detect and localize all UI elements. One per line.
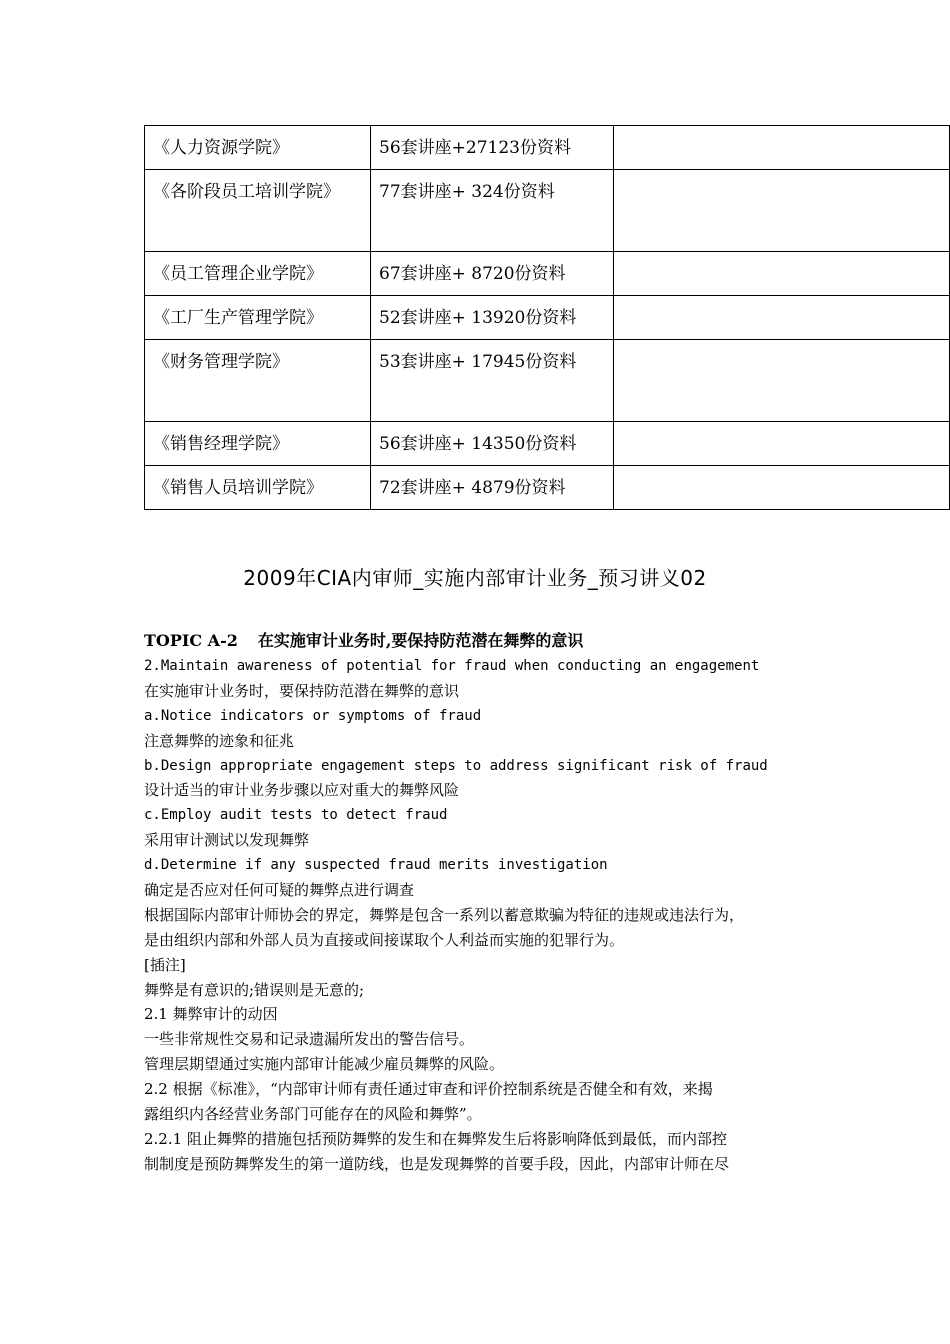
- empty-cell: [614, 466, 950, 510]
- table-row: [145, 126, 950, 170]
- body-line: a.Notice indicators or symptoms of fraud: [144, 707, 482, 724]
- college-name-cell: 《销售人员培训学院》: [145, 466, 371, 510]
- college-content-cell: 77套讲座+ 324份资料: [371, 170, 614, 252]
- resource-catalog-table: [144, 125, 950, 510]
- body-line: 管理层期望通过实施内部审计能减少雇员舞弊的风险。: [144, 1055, 505, 1074]
- body-line: 舞弊是有意识的;错误则是无意的;: [144, 980, 365, 999]
- body-line: 一些非常规性交易和记录遗漏所发出的警告信号。: [144, 1030, 475, 1049]
- table-row: [145, 340, 950, 422]
- empty-cell: [614, 422, 950, 466]
- body-line: c.Employ audit tests to detect fraud: [144, 807, 448, 824]
- body-line: 确定是否应对任何可疑的舞弊点进行调查: [144, 881, 415, 900]
- body-line: 2.2.1 阻止舞弊的措施包括预防舞弊的发生和在舞弊发生后将影响降低到最低，而内部控: [144, 1129, 727, 1148]
- body-line: 在实施审计业务时，要保持防范潜在舞弊的意识: [144, 681, 460, 700]
- body-line: b.Design appropriate engagement steps to address significant risk of fraud: [144, 757, 768, 774]
- body-line: [插注]: [144, 955, 186, 974]
- body-line: 2.2 根据《标准》，“内部审计师有责任通过审查和评价控制系统是否健全和有效，来揭: [144, 1080, 713, 1099]
- body-line: 制制度是预防舞弊发生的第一道防线，也是发现舞弊的首要手段，因此，内部审计师在尽: [144, 1154, 730, 1173]
- body-line: 设计适当的审计业务步骤以应对重大的舞弊风险: [144, 781, 460, 800]
- table-row: [145, 422, 950, 466]
- topic-code: TOPIC A-2: [144, 631, 238, 650]
- topic-title: 在实施审计业务时,要保持防范潜在舞弊的意识: [257, 631, 584, 650]
- empty-cell: [614, 170, 950, 252]
- topic-heading: [144, 628, 583, 651]
- body-line: 注意舞弊的迹象和征兆: [144, 731, 295, 750]
- college-content-cell: 72套讲座+ 4879份资料: [371, 466, 614, 510]
- college-name-cell: 《员工管理企业学院》: [145, 252, 371, 296]
- table-row: [145, 466, 950, 510]
- college-content-cell: 52套讲座+ 13920份资料: [371, 296, 614, 340]
- empty-cell: [614, 340, 950, 422]
- body-line: 是由组织内部和外部人员为直接或间接谋取个人利益而实施的犯罪行为。: [144, 930, 625, 949]
- college-name-cell: 《工厂生产管理学院》: [145, 296, 371, 340]
- college-content-cell: 53套讲座+ 17945份资料: [371, 340, 614, 422]
- college-name-cell: 《各阶段员工培训学院》: [145, 170, 371, 252]
- body-line: 根据国际内部审计师协会的界定，舞弊是包含一系列以蓄意欺骗为特征的违规或违法行为，: [144, 905, 745, 924]
- empty-cell: [614, 126, 950, 170]
- document-body: [144, 654, 824, 1177]
- body-line: 采用审计测试以发现舞弊: [144, 831, 310, 850]
- college-name-cell: 《财务管理学院》: [145, 340, 371, 422]
- college-content-cell: 56套讲座+ 14350份资料: [371, 422, 614, 466]
- college-name-cell: 《人力资源学院》: [145, 126, 371, 170]
- body-line: d.Determine if any suspected fraud merits investigation: [144, 857, 608, 874]
- college-name-cell: 《销售经理学院》: [145, 422, 371, 466]
- table-row: [145, 296, 950, 340]
- college-content-cell: 56套讲座+27123份资料: [371, 126, 614, 170]
- table-row: [145, 252, 950, 296]
- table-row: [145, 170, 950, 252]
- empty-cell: [614, 252, 950, 296]
- empty-cell: [614, 296, 950, 340]
- college-content-cell: 67套讲座+ 8720份资料: [371, 252, 614, 296]
- document-title: 2009年CIA内审师_实施内部审计业务_预习讲义02: [243, 566, 707, 590]
- body-line: 2.Maintain awareness of potential for fraud when conducting an engagement: [144, 658, 760, 674]
- body-line: 2.1 舞弊审计的动因: [144, 1005, 278, 1024]
- body-line: 露组织内各经营业务部门可能存在的风险和舞弊”。: [144, 1105, 482, 1124]
